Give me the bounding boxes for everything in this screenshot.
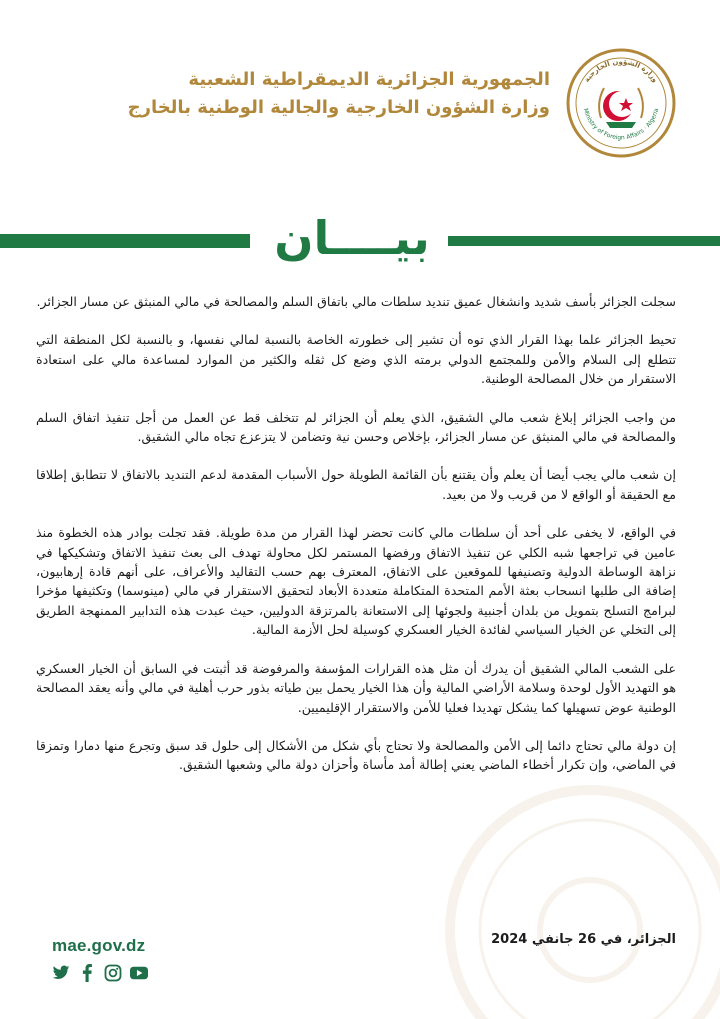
paragraph: على الشعب المالي الشقيق أن يدرك أن مثل هذه القرارات المؤسفة والمرفوضة قد أثبتت في السابق أن الخيار العسكري هو التهديد الأول لوحدة وسلامة الأراضي المالية وأن هذا الخيار يحمل بين طياته بذور حرب أهلية في مالي وأنه يعقد المصالحة الوطنية عوض تسهيلها كما يشكل تهديدا فعليا للأمن والاستقرار الإقليميين. [36, 660, 676, 715]
paragraph: تحيط الجزائر علما بهذا القرار الذي توه أن تشير إلى خطورته الخاصة بالنسبة لمالي نفسها، و بالنسبة لكل المنطقة التي تتطلع إلى السلام والأمن وللمجتمع الدولي برمته الذي وضع كل ثقله والكثير من الموارد لمساعدة مالي على استعادة الاستقرار من خلال المصالحة الوطنية. [36, 332, 676, 387]
paragraph: إن شعب مالي يجب أيضا أن يعلم وأن يقتنع بأن القائمة الطويلة حول الأسباب المقدمة لدعم التنديد بالاتفاق لا تتطابق إطلاقا مع الحقيقة أو الواقع لا من قريب ولا من بعيد. [36, 467, 676, 502]
paragraph: في الواقع، لا يخفى على أحد أن سلطات مالي كانت تحضر لهذا القرار من مدة طويلة. فقد تجلت بوادر هذه الخطوة منذ عامين في تراجعها شبه الكلي عن تنفيذ الاتفاق ورفضها المستمر لكل محاولة تهدف الى بعث تنفيذ الاتفاق وتشكيكها في نزاهة الوساطة الدولية وتصنيفها للموقعين على الاتفاق، المعترف بهم حسب التقاليد والأعراف، على أنهم قادة إرهابيون، إضافة الى طلبها انسحاب بعثة الأمم المتحدة المتكاملة متعددة الأبعاد لتحقيق الاستقرار في مالي (مينوسما) وتكثيفها مؤخرا لبرامج التسلح بتمويل من بلدان أجنبية ولجوئها إلى الاستعانة بالمرتزقة الدوليين، حيث عبدت هذه التدابير الممنهجة الطريق إلى التخلي عن الخيار السياسي لفائدة الخيار العسكري كوسيلة لحل الأزمة المالية. [36, 525, 676, 638]
seal-watermark-icon [440, 780, 720, 1019]
title-divider-left [0, 234, 250, 248]
ministry-name: وزارة الشؤون الخارجية والجالية الوطنية بالخارج [127, 97, 550, 118]
footer [52, 936, 148, 982]
ministry-names [128, 66, 550, 122]
instagram-icon[interactable] [104, 964, 122, 982]
youtube-icon[interactable] [130, 964, 148, 982]
paragraph: سجلت الجزائر بأسف شديد وانشغال عميق تنديد سلطات مالي باتفاق السلم والمصالحة في مالي المنبثق عن مسار الجزائر. [36, 294, 676, 309]
svg-text:وزارة الشؤون الخارجية: وزارة الشؤون الخارجية [582, 57, 660, 84]
twitter-icon[interactable] [52, 964, 70, 982]
facebook-icon[interactable] [78, 964, 96, 982]
country-name: الجمهورية الجزائرية الديمقراطية الشعبية [188, 69, 550, 90]
statement-body [36, 292, 676, 794]
paragraph: من واجب الجزائر إبلاغ شعب مالي الشقيق، الذي يعلم أن الجزائر لم تتخلف قط عن العمل من أجل تنفيذ اتفاق السلم والمصالحة في مالي المنبثق عن مسار الجزائر، بإخلاص وحسن نية وتضامن لا يتزعزع تجاه مالي الشقيق. [36, 409, 676, 445]
page-title: بيــــان [274, 211, 430, 265]
website-link[interactable]: mae.gov.dz [52, 936, 146, 955]
social-links [52, 964, 148, 982]
title-row [0, 208, 720, 268]
ministry-seal-icon [566, 48, 676, 158]
date-line: الجزائر، في 26 جانفي 2024 [491, 932, 676, 947]
svg-text:Ministry of Foreign Affairs ·: Ministry of Foreign Affairs · Algeria [581, 107, 661, 142]
title-divider-right [448, 236, 720, 246]
letterhead [0, 0, 720, 170]
paragraph: إن دولة مالي تحتاج دائما إلى الأمن والمصالحة ولا تحتاج بأي شكل من الأشكال إلى حلول قد سبق وتجرع منها دمارا وتمزقا في الماضي، وإن تكرار أخطاء الماضي يعني إطالة أمد مأساة وأحزان دولة مالي وشعبها الشقيق. [36, 737, 676, 773]
